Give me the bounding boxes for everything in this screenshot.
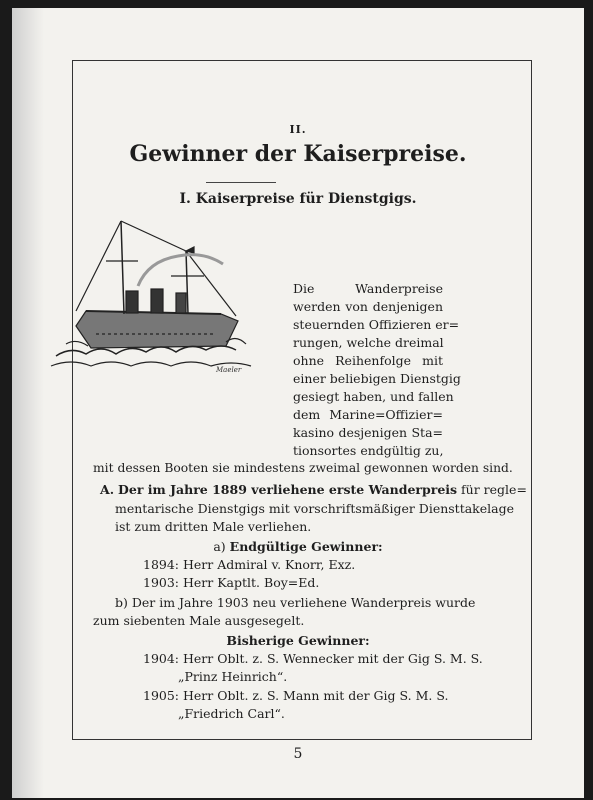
part-b-line-1: b) Der im Jahre 1903 neu verliehene Wanderpreis wurde xyxy=(115,595,476,610)
previous-winner-line-2: „Prinz Heinrich“. xyxy=(178,669,288,684)
steamship-illustration xyxy=(46,216,260,376)
intro-line-1: Die Wanderpreise xyxy=(293,281,443,296)
previous-winner-line-1: 1905: Herr Oblt. z. S. Mann mit der Gig S. M. S. xyxy=(143,688,449,703)
intro-line-10: tionsortes endgültig zu, xyxy=(293,443,444,458)
book-page xyxy=(12,8,584,798)
final-winner-entry: 1894: Herr Admiral v. Knorr, Exz. xyxy=(143,557,356,572)
intro-line-8: dem Marine=Offizier= xyxy=(293,407,443,422)
section-number: II. xyxy=(289,123,307,136)
section-a-line-2: mentarische Dienstgigs mit vorschriftsmäßiger Diensttakelage xyxy=(115,501,514,516)
page-number: 5 xyxy=(293,746,303,762)
final-winners-title: Endgültige Gewinner: xyxy=(229,539,383,554)
intro-line-3: steuernden Offizieren er= xyxy=(293,317,460,332)
section-a-heading: Der im Jahre 1889 verliehene erste Wanderpreis xyxy=(118,482,458,497)
intro-last-line: mit dessen Booten sie mindestens zweimal gewonnen worden sind. xyxy=(93,461,513,475)
intro-line-4: rungen, welche dreimal xyxy=(293,335,444,350)
intro-line-9: kasino desjenigen Sta= xyxy=(293,425,443,440)
page-title: Gewinner der Kaiserpreise. xyxy=(129,141,467,167)
section-a-line-1 xyxy=(100,482,527,498)
part-b-line-2: zum siebenten Male ausgesegelt. xyxy=(93,613,305,628)
final-winners-heading xyxy=(12,539,584,555)
previous-winner-line-2: „Friedrich Carl“. xyxy=(178,706,285,721)
title-divider xyxy=(206,182,276,183)
intro-line-2: werden von denjenigen xyxy=(293,299,443,314)
intro-line-6: einer beliebigen Dienstgig xyxy=(293,371,461,386)
intro-line-7: gesiegt haben, und fallen xyxy=(293,389,454,404)
section-a-line-1-rest: für regle= xyxy=(461,482,527,497)
section-a-line-3: ist zum dritten Male verliehen. xyxy=(115,519,312,534)
section-subtitle: I. Kaiserpreise für Dienstgigs. xyxy=(179,191,417,207)
previous-winners-heading: Bisherige Gewinner: xyxy=(226,633,370,648)
intro-line-5: ohne Reihenfolge mit xyxy=(293,353,443,368)
previous-winner-line-1: 1904: Herr Oblt. z. S. Wennecker mit der Gig S. M. S. xyxy=(143,651,483,666)
section-a-label: A. xyxy=(100,482,115,497)
illustration-signature: Maeler xyxy=(216,366,242,374)
final-winners-prefix: a) xyxy=(213,539,226,554)
final-winner-entry: 1903: Herr Kaptlt. Boy=Ed. xyxy=(143,575,320,590)
